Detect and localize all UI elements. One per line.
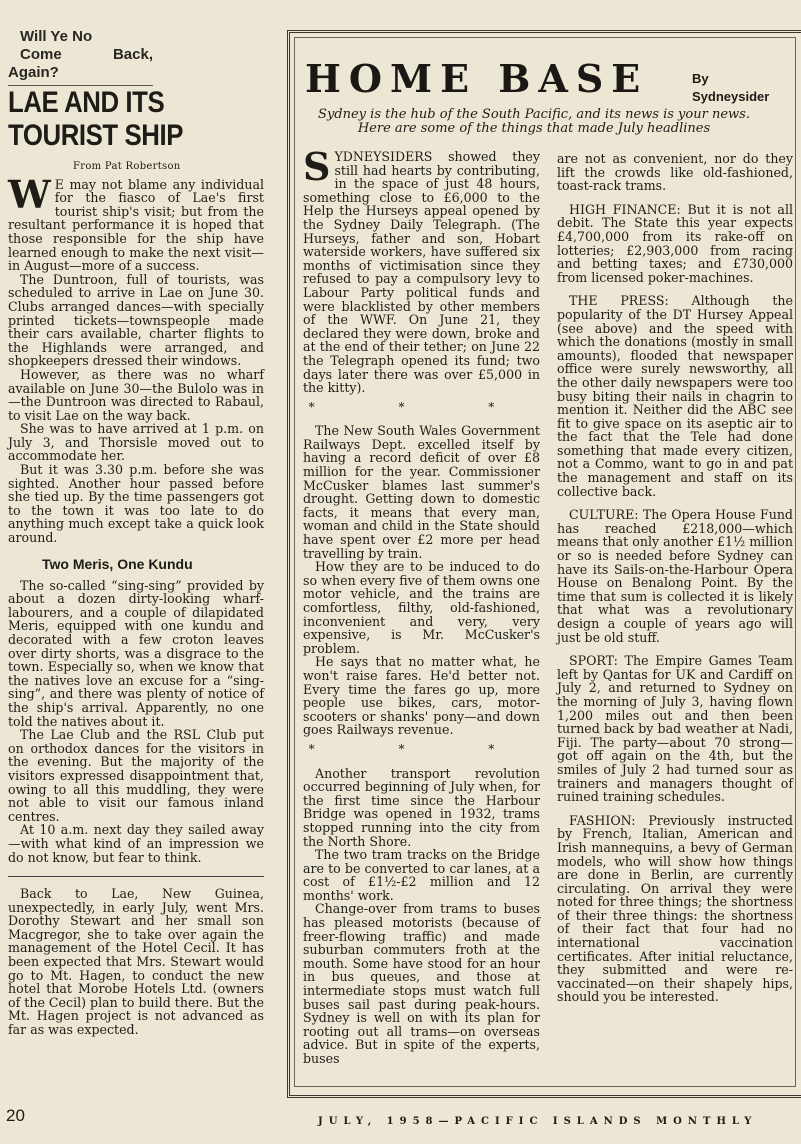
home-base-column-2 — [557, 152, 793, 1004]
lae-article — [8, 28, 264, 1037]
culture-paragraph: CULTURE: The Opera House Fund has reached £218,000—which means that only another £1½ million or so is needed before Sydney can have its Sails-on-the-Harbour Opera House on Benalong Point. By the time that sum is collected it is likely that what was a revolutionary design a couple of years ago will just be old stuff. — [557, 507, 793, 645]
railways-paragraph-2: How they are to be induced to do so when every five of them owns one motor vehicle, and the trains are comfortless, filthy, old-fashioned, inconvenient and very, very expensive, is Mr. McCusker's problem. — [303, 559, 540, 656]
home-base-column-1 — [303, 144, 540, 1066]
page-footer — [6, 1106, 801, 1138]
press-paragraph: THE PRESS: Although the popularity of the DT Hursey Appeal (see above) and the speed with which the donations (mostly in small amounts), flooded that newspaper office were surely newsworthy, all the other daily newspapers were too busy biting their nails in chagrin to mention it. Neither did the ABC see fit to give space on its aseptic air to the fact that the Tele had done something that made every citizen, not a Commo, want to go in and pat the management and staff on its collective back. — [557, 293, 793, 499]
by-label: By — [692, 71, 709, 86]
page-number: 20 — [6, 1106, 25, 1125]
kicker-line-1: Will Ye No — [20, 28, 93, 45]
lae-paragraph-4: She was to have arrived at 1 p.m. on July 3, and Thorsisle moved out to accommodate her. — [8, 421, 264, 464]
sport-paragraph: SPORT: The Empire Games Team left by Qantas for UK and Cardiff on July 2, and returned to Sydney on the morning of July 3, having flown 1,200 miles out and then been turned back by bad weather at Nadi, Fiji. The party—about 70 strong—got off again on the 4th, but the smiles of July 2 had turned sour as trainers and managers thought of ruined training schedules. — [557, 653, 793, 805]
lae-paragraph-2: The Duntroon, full of tourists, was scheduled to arrive in Lae on June 30. Clubs arranged dances—with specially printed tickets—townspeople made their cars available, charter flights to the Highlands were arranged, and shopkeepers dressed their windows. — [8, 271, 264, 369]
home-base-byline — [692, 70, 769, 106]
lae-headline-1: LAE AND ITS — [8, 86, 165, 119]
lae-paragraph-1: WE may not blame any individual for the fiasco of Lae's first tourist ship's visit; but from the resultant performance it is hoped that those responsible for the ship have learned enough to make the next visit—in August—more of a success. — [8, 171, 264, 274]
home-base-title: HOME BASE — [305, 56, 649, 101]
section-stars-1: * * * — [308, 399, 535, 414]
divider — [8, 876, 264, 877]
buses-continued: are not as convenient, nor do they lift the crowds like old-fashioned, toast-rack trams. — [557, 151, 793, 194]
lae-paragraph-3: However, as there was no wharf available on June 30—the Bulolo was in—the Duntroon was directed to Rabaul, to visit Lae on the way back. — [8, 366, 264, 423]
lae-paragraph-9: Back to Lae, New Guinea, unexpectedly, in early July, went Mrs. Dorothy Stewart and her small son Macgregor, she to take over again the management of the Hotel Cecil. It has been expected that Mrs. Stewart would go to Mt. Hagen, to conduct the new hotel that Morobe Hotels Ltd. (owners of the Cecil) plan to build there. But the Mt. Hagen project is not advanced as far as was expected. — [8, 886, 264, 1038]
high-finance-paragraph: HIGH FINANCE: But it is not all debit. The State this year expects £4,700,000 from its rake-off on lotteries; £2,903,000 from racing and betting taxes; and £730,000 from licensed poker-machines. — [557, 201, 793, 285]
hursey-paragraph: SYDNEYSIDERS showed they still had hearts by contributing, in the space of just 48 hours, something close to £6,000 to the Help the Hurseys appeal opened by the Sydney Daily Telegraph. (The Hurseys, father and son, Hobart waterside workers, have suffered six months of victimisation since they refused to pay a compulsory levy to Labour Party political funds and were blacklisted by other members of the WWF. On June 21, they declared they were down, broke and at the end of their tether; on June 22 the Telegraph opened its fund; two days later there was over £5,000 in the kitty). — [303, 144, 540, 396]
railways-paragraph-1: The New South Wales Government Railways Dept. excelled itself by having a record deficit of over £8 million for the year. Commissioner McCusker blames last summer's drought. Getting down to domestic facts, it means that every man, woman and child in the State should have spent over £2 more per head travelling by train. — [303, 423, 540, 561]
footer-issue-line: JULY, 1958—PACIFIC ISLANDS MONTHLY — [318, 1116, 758, 1127]
lae-headline-2: TOURIST SHIP — [8, 119, 183, 152]
railways-paragraph-3: He says that no matter what, he won't raise fares. He'd better not. Every time the fares go up, more people use bikes, cars, motor-scooters or shanks' pony—and down goes Railways revenue. — [303, 654, 540, 738]
author-name: Sydneysider — [692, 89, 770, 104]
trams-paragraph-3: Change-over from trams to buses has pleased motorists (because of freer-flowing traffic) and made suburban commuters froth at the mouth. Some have stood for an hour in bus queues, and those at intermediate stops must watch full buses sail past during peak-hours. Sydney is well on with its plan for rooting out all trams—on overseas advice. But in spite of the experts, buses — [303, 901, 540, 1066]
byline: From Pat Robertson — [73, 161, 181, 172]
subhead-two-meris: Two Meris, One Kundu — [42, 555, 193, 572]
kicker-line-2: Come Back, Again? — [8, 46, 153, 86]
section-stars-2: * * * — [308, 741, 535, 756]
home-base-intro: Sydney is the hub of the South Pacific, and its news is your news. Here are some of the things that made July headlines — [318, 107, 750, 136]
lae-paragraph-5: But it was 3.30 p.m. before she was sighted. Another hour passed before she tied up. By the time passengers got to the town it was too late to do anything much except take a quick look around. — [8, 462, 264, 546]
trams-paragraph-2: The two tram tracks on the Bridge are to be converted to car lanes, at a cost of £1½-£2 million and 12 months' work. — [303, 847, 540, 903]
lae-paragraph-7: The Lae Club and the RSL Club put on orthodox dances for the visitors in the evening. But the majority of the visitors expressed disappointment that, owing to all this muddling, they were not able to visit our famous inland centres. — [8, 727, 264, 824]
trams-paragraph-1: Another transport revolution occurred beginning of July when, for the first time since the Harbour Bridge was opened in 1932, trams stopped running into the city from the North Shore. — [303, 765, 540, 849]
lae-paragraph-8: At 10 a.m. next day they sailed away—with what kind of an impression we do not know, but fear to think. — [8, 822, 264, 865]
lae-paragraph-6: The so-called “sing-sing” provided by about a dozen dirty-looking wharf-labourers, and a couple of dilapidated Meris, equipped with one kundu and decorated with a few croton leaves over dirty shorts, was a disgrace to the town. Especially so, when we know that the natives love an excuse for a “sing-sing”, and there was plenty of notice of the ship's arrival. Apparently, no one told the natives about it. — [8, 577, 264, 729]
fashion-paragraph: FASHION: Previously instructed by French, Italian, American and Irish mannequins, a bevy of German models, who will show how things are done in Berlin, are currently circulating. On arrival they were noted for three things; the shortness of their three things: the shortness of their fact that four had no international vaccination certificates. After initial reluctance, they submitted and were re-vaccinated—on their shapely hips, should you be interested. — [557, 812, 793, 1005]
